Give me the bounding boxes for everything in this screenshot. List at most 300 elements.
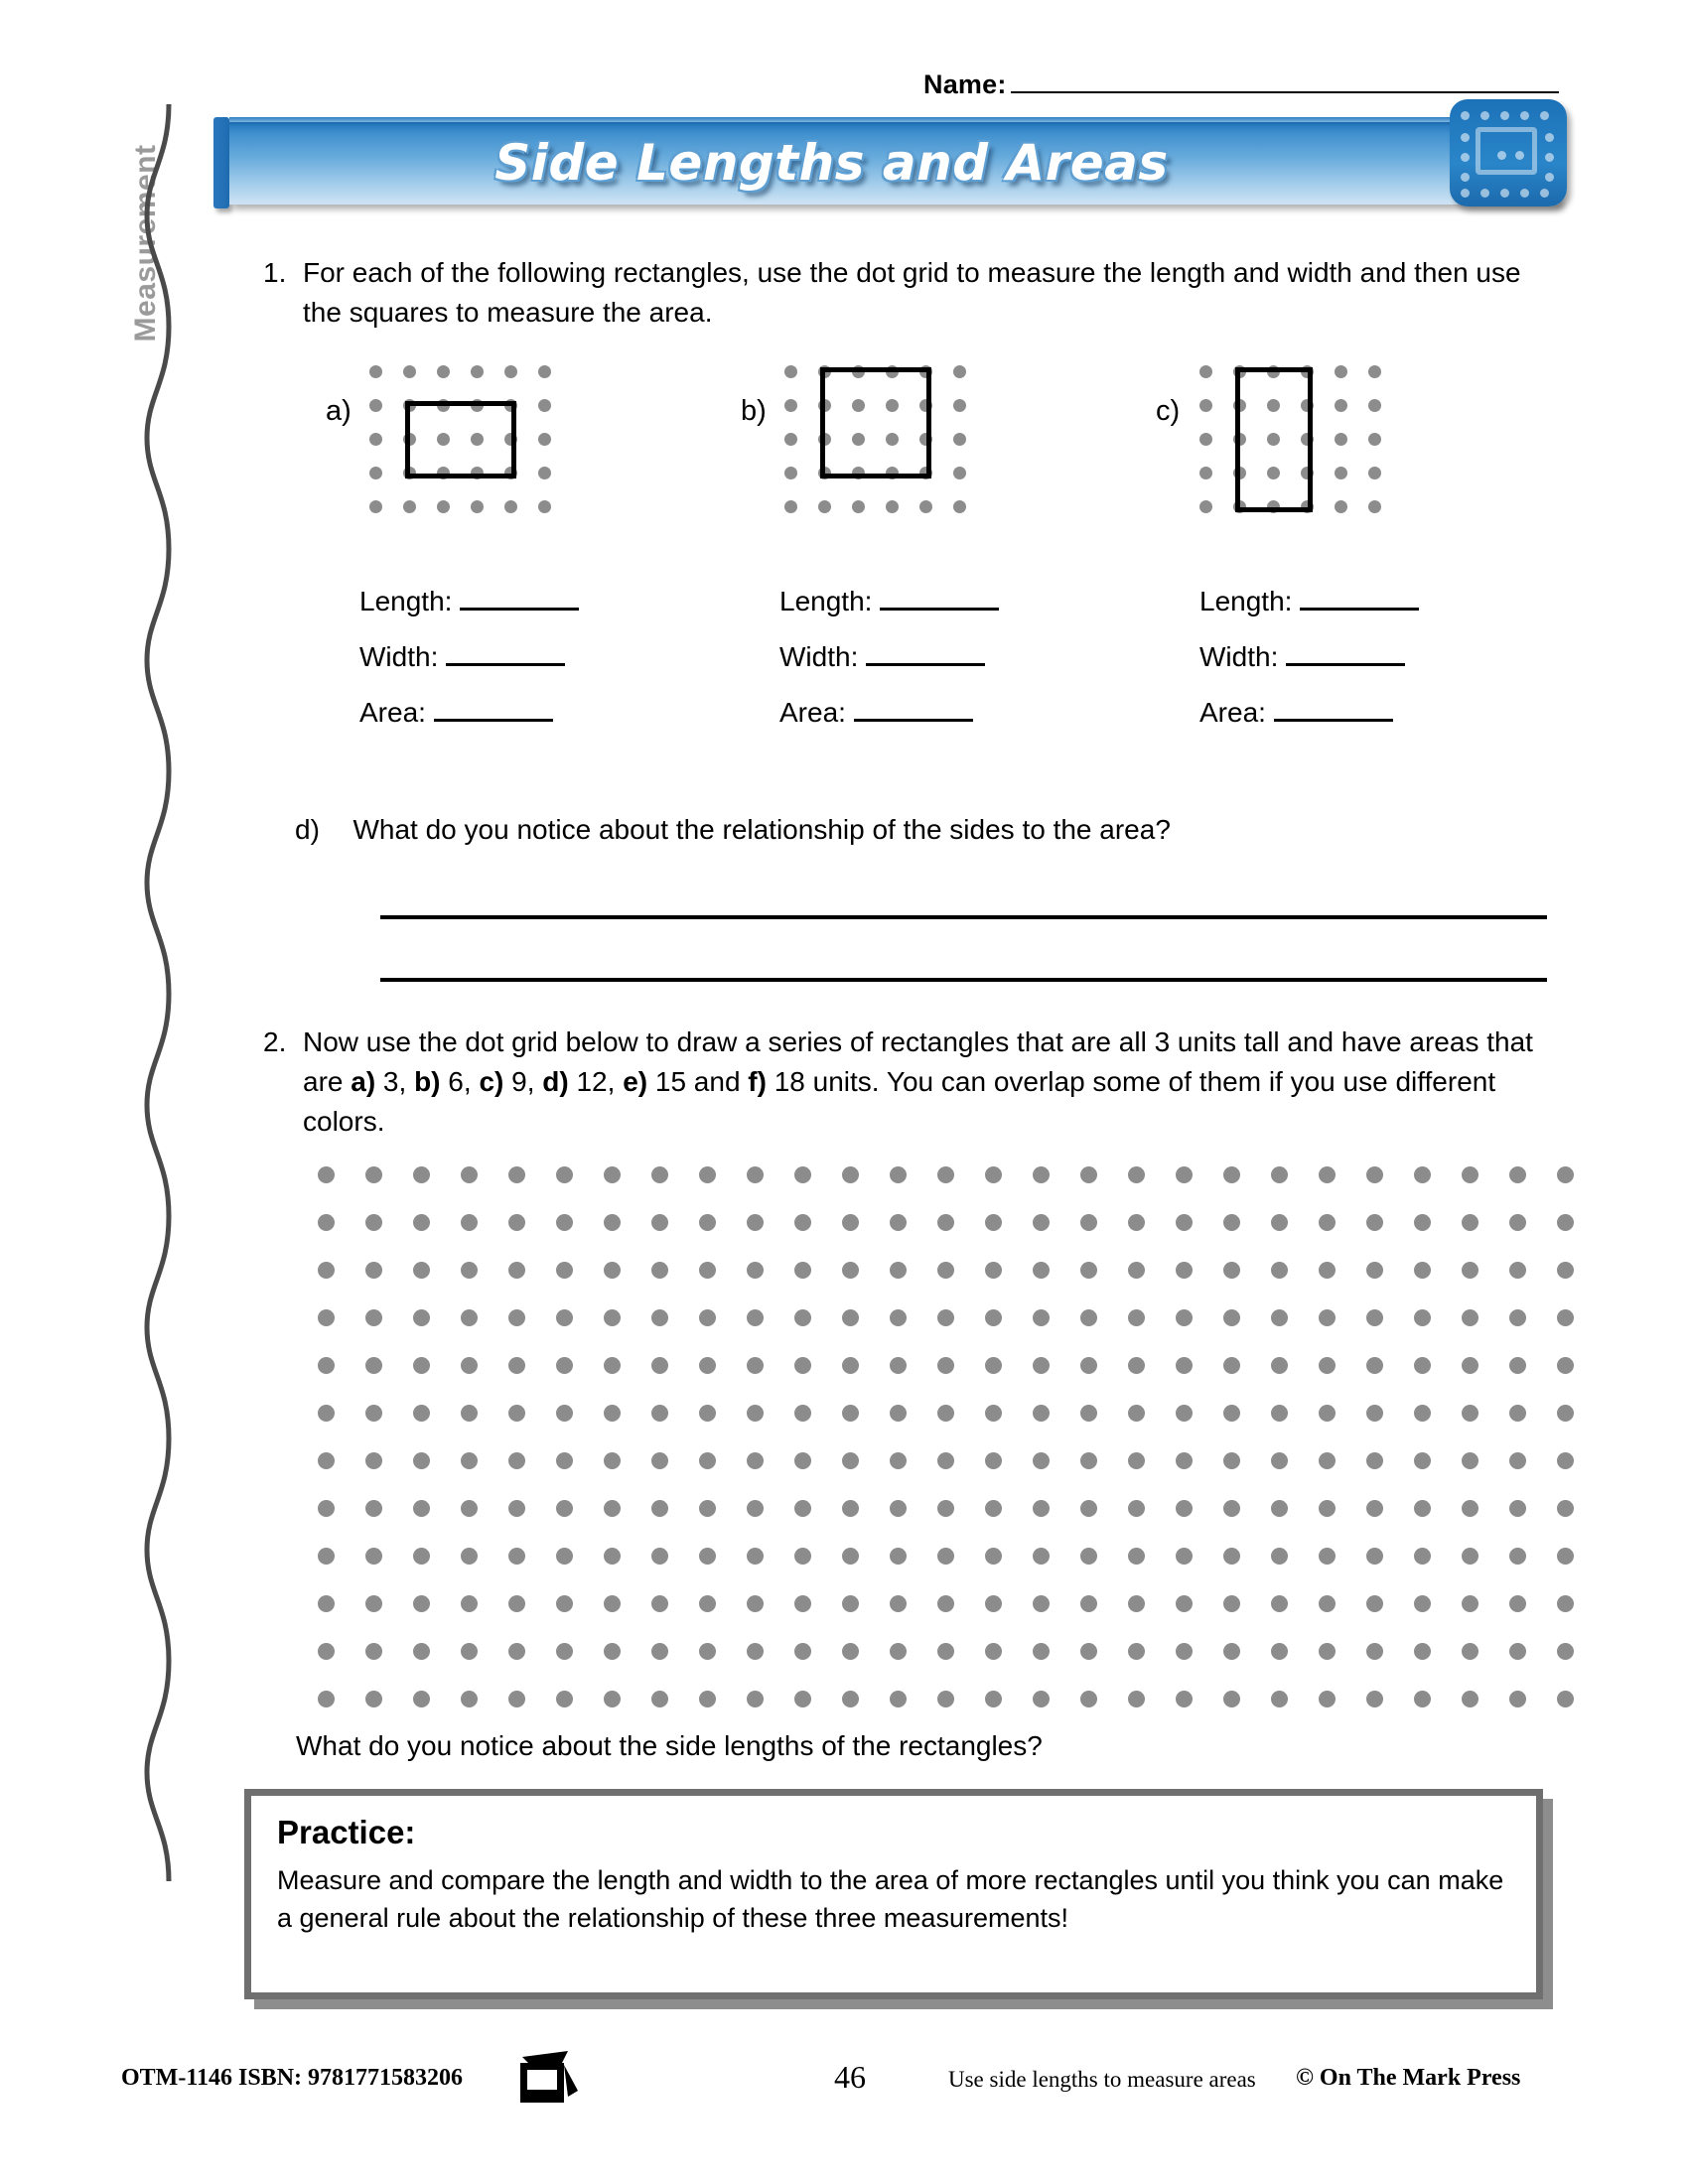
grid-dot <box>890 1166 907 1183</box>
grid-dot <box>461 1262 478 1279</box>
grid-dot <box>1223 1166 1240 1183</box>
grid-dot <box>1462 1595 1478 1612</box>
grid-dot <box>794 1691 811 1707</box>
grid-dot <box>985 1691 1002 1707</box>
grid-dot <box>1128 1166 1145 1183</box>
grid-dot <box>651 1214 668 1231</box>
grid-dot <box>1557 1357 1574 1374</box>
grid-dot <box>1033 1405 1050 1422</box>
grid-dot <box>699 1548 716 1565</box>
grid-dot <box>985 1452 1002 1469</box>
grid-dot <box>461 1309 478 1326</box>
grid-dot <box>794 1357 811 1374</box>
grid-dot <box>1335 365 1347 378</box>
grid-dot <box>794 1500 811 1517</box>
grid-dot <box>318 1595 335 1612</box>
grid-dot <box>1509 1500 1526 1517</box>
grid-dot <box>937 1643 954 1660</box>
grid-dot <box>1557 1595 1574 1612</box>
grid-dot <box>556 1595 573 1612</box>
name-label: Name: <box>923 69 1007 99</box>
grid-dot <box>1509 1595 1526 1612</box>
grid-dot <box>651 1548 668 1565</box>
grid-dot <box>1271 1262 1288 1279</box>
grid-dot <box>1366 1691 1383 1707</box>
grid-dot <box>365 1405 382 1422</box>
grid-dot <box>890 1405 907 1422</box>
grid-dot <box>538 467 551 479</box>
grid-dot <box>1414 1214 1431 1231</box>
grid-dot <box>318 1643 335 1660</box>
grid-dot <box>1319 1166 1336 1183</box>
grid-dot <box>937 1357 954 1374</box>
grid-dot <box>318 1214 335 1231</box>
grid-dot <box>1271 1548 1288 1565</box>
length-label: Length: <box>359 586 453 616</box>
grid-dot <box>1366 1309 1383 1326</box>
grid-dot <box>1319 1357 1336 1374</box>
area-input-b[interactable] <box>854 699 973 722</box>
grid-dot <box>1319 1500 1336 1517</box>
grid-dot <box>699 1309 716 1326</box>
footer-description: Use side lengths to measure areas <box>948 2067 1256 2092</box>
grid-dot <box>369 399 382 412</box>
grid-dot <box>556 1357 573 1374</box>
grid-dot <box>699 1691 716 1707</box>
grid-dot <box>413 1214 430 1231</box>
length-input-c[interactable] <box>1300 588 1419 611</box>
question-2-item-label: d) <box>542 1066 569 1097</box>
grid-dot <box>1033 1595 1050 1612</box>
grid-dot <box>508 1262 525 1279</box>
grid-dot <box>318 1405 335 1422</box>
grid-dot <box>794 1548 811 1565</box>
grid-dot <box>747 1595 764 1612</box>
grid-dot <box>1128 1214 1145 1231</box>
grid-dot <box>1509 1357 1526 1374</box>
book-press-logo-icon <box>508 2051 588 2107</box>
dot-grid-c[interactable] <box>1199 365 1381 513</box>
grid-dot <box>842 1452 859 1469</box>
measurements-column-b <box>779 586 999 752</box>
grid-dot <box>1033 1262 1050 1279</box>
grid-dot <box>461 1166 478 1183</box>
question-2-item-value: 6, <box>440 1066 480 1097</box>
grid-dot <box>919 500 932 513</box>
question-2-item-label: f) <box>748 1066 767 1097</box>
grid-dot <box>842 1214 859 1231</box>
grid-dot <box>318 1357 335 1374</box>
curly-brace-icon <box>139 104 185 1881</box>
grid-dot <box>1080 1214 1097 1231</box>
grid-dot <box>604 1405 621 1422</box>
grid-dot <box>1368 365 1381 378</box>
grid-dot <box>890 1548 907 1565</box>
grid-dot <box>403 365 416 378</box>
grid-dot <box>508 1405 525 1422</box>
grid-dot <box>1128 1262 1145 1279</box>
grid-dot <box>369 467 382 479</box>
grid-dot <box>1199 467 1212 479</box>
grid-dot <box>1176 1357 1193 1374</box>
grid-dot <box>1271 1691 1288 1707</box>
figure-a <box>326 365 551 513</box>
grid-dot <box>953 365 966 378</box>
grid-rectangle-outline <box>820 367 931 478</box>
area-input-c[interactable] <box>1274 699 1393 722</box>
grid-dot <box>461 1548 478 1565</box>
grid-dot <box>413 1548 430 1565</box>
grid-dot <box>1223 1262 1240 1279</box>
grid-dot <box>604 1595 621 1612</box>
grid-dot <box>1128 1691 1145 1707</box>
page-footer <box>0 2053 1688 2113</box>
grid-dot <box>953 399 966 412</box>
measurement-row-length <box>359 586 579 617</box>
grid-dot <box>1033 1309 1050 1326</box>
grid-dot <box>937 1691 954 1707</box>
grid-dot <box>842 1405 859 1422</box>
grid-dot <box>1462 1309 1478 1326</box>
footer-isbn: OTM-1146 ISBN: 9781771583206 <box>121 2065 464 2091</box>
grid-dot <box>556 1405 573 1422</box>
grid-dot <box>1414 1166 1431 1183</box>
grid-dot <box>699 1214 716 1231</box>
grid-dot <box>538 500 551 513</box>
grid-dot <box>1509 1405 1526 1422</box>
grid-dot <box>1366 1357 1383 1374</box>
grid-dot <box>413 1405 430 1422</box>
grid-dot <box>1176 1548 1193 1565</box>
grid-dot <box>699 1262 716 1279</box>
grid-dot <box>699 1166 716 1183</box>
grid-dot <box>556 1500 573 1517</box>
grid-dot <box>747 1405 764 1422</box>
width-input-c[interactable] <box>1286 643 1405 666</box>
grid-dot <box>1271 1166 1288 1183</box>
grid-dot <box>413 1691 430 1707</box>
grid-dot <box>1033 1452 1050 1469</box>
grid-dot <box>985 1166 1002 1183</box>
grid-dot <box>1509 1166 1526 1183</box>
grid-dot <box>1509 1262 1526 1279</box>
grid-dot <box>461 1500 478 1517</box>
name-input-line[interactable] <box>1011 69 1559 93</box>
grid-dot <box>365 1643 382 1660</box>
answer-line-2[interactable] <box>380 978 1547 982</box>
grid-dot <box>365 1500 382 1517</box>
grid-dot <box>953 500 966 513</box>
grid-dot <box>461 1643 478 1660</box>
grid-dot <box>937 1214 954 1231</box>
grid-dot <box>1319 1262 1336 1279</box>
grid-dot <box>784 365 797 378</box>
grid-dot <box>794 1262 811 1279</box>
grid-dot <box>1080 1405 1097 1422</box>
length-input-a[interactable] <box>460 588 579 611</box>
grid-dot <box>1462 1452 1478 1469</box>
grid-dot <box>461 1214 478 1231</box>
grid-dot <box>842 1309 859 1326</box>
grid-dot <box>1080 1691 1097 1707</box>
grid-dot <box>1557 1214 1574 1231</box>
practice-box <box>244 1789 1543 1999</box>
measurement-row-area <box>779 697 999 729</box>
grid-rectangle-outline <box>1235 367 1313 512</box>
grid-dot <box>1080 1166 1097 1183</box>
grid-dot <box>1033 1691 1050 1707</box>
grid-dot <box>556 1262 573 1279</box>
grid-dot <box>985 1309 1002 1326</box>
grid-dot <box>1368 467 1381 479</box>
grid-dot <box>1368 433 1381 446</box>
grid-dot <box>699 1643 716 1660</box>
grid-dot <box>1223 1452 1240 1469</box>
grid-dot <box>1128 1500 1145 1517</box>
grid-dot <box>1319 1214 1336 1231</box>
grid-dot <box>604 1214 621 1231</box>
grid-dot <box>556 1643 573 1660</box>
grid-dot <box>842 1357 859 1374</box>
grid-dot <box>651 1595 668 1612</box>
length-input-b[interactable] <box>880 588 999 611</box>
grid-dot <box>1335 467 1347 479</box>
question-1d-letter: d) <box>295 814 320 845</box>
grid-dot <box>985 1643 1002 1660</box>
grid-dot <box>604 1691 621 1707</box>
grid-dot <box>365 1262 382 1279</box>
width-input-b[interactable] <box>866 643 985 666</box>
grid-dot <box>1509 1309 1526 1326</box>
practice-body: Measure and compare the length and width to the area of more rectangles until you think you can make a general rule about the relationship of these three measurements! <box>277 1865 1504 1933</box>
grid-dot <box>461 1357 478 1374</box>
grid-dot <box>1557 1166 1574 1183</box>
grid-dot <box>1509 1643 1526 1660</box>
grid-dot <box>1271 1643 1288 1660</box>
grid-dot <box>890 1214 907 1231</box>
grid-dot <box>1176 1309 1193 1326</box>
grid-dot <box>1414 1691 1431 1707</box>
grid-dot <box>985 1262 1002 1279</box>
grid-dot <box>1176 1452 1193 1469</box>
dot-grid-b[interactable] <box>784 365 966 513</box>
measurement-row-width <box>779 641 999 673</box>
grid-dot <box>403 500 416 513</box>
grid-dot <box>508 1357 525 1374</box>
grid-dot <box>1199 399 1212 412</box>
grid-dot <box>937 1548 954 1565</box>
grid-dot <box>604 1452 621 1469</box>
grid-dot <box>651 1691 668 1707</box>
grid-dot <box>842 1595 859 1612</box>
grid-dot <box>365 1357 382 1374</box>
grid-dot <box>747 1357 764 1374</box>
grid-dot <box>1223 1643 1240 1660</box>
grid-dot <box>794 1309 811 1326</box>
grid-dot <box>1033 1500 1050 1517</box>
grid-dot <box>369 433 382 446</box>
length-label: Length: <box>779 586 873 616</box>
grid-dot <box>1462 1166 1478 1183</box>
question-2-item-value: 3, <box>375 1066 415 1097</box>
grid-dot <box>985 1214 1002 1231</box>
grid-dot <box>985 1405 1002 1422</box>
grid-dot <box>890 1309 907 1326</box>
grid-dot <box>556 1309 573 1326</box>
question-1-text: For each of the following rectangles, use the dot grid to measure the length and width and then use the squares to measure the area. <box>303 257 1521 328</box>
grid-dot <box>985 1357 1002 1374</box>
grid-dot <box>1462 1691 1478 1707</box>
grid-dot <box>538 433 551 446</box>
question-1-number: 1. <box>263 257 287 288</box>
grid-dot <box>1462 1214 1478 1231</box>
grid-dot <box>794 1643 811 1660</box>
area-input-a[interactable] <box>434 699 553 722</box>
grid-dot <box>1335 500 1347 513</box>
grid-dot <box>985 1595 1002 1612</box>
grid-dot <box>699 1405 716 1422</box>
large-dot-grid[interactable] <box>318 1166 1574 1707</box>
grid-dot <box>1319 1643 1336 1660</box>
measurement-row-area <box>359 697 579 729</box>
grid-dot <box>747 1452 764 1469</box>
grid-dot <box>985 1500 1002 1517</box>
grid-dot <box>842 1262 859 1279</box>
grid-dot <box>651 1452 668 1469</box>
grid-dot <box>842 1643 859 1660</box>
grid-dot <box>538 365 551 378</box>
grid-dot <box>413 1262 430 1279</box>
grid-dot <box>413 1500 430 1517</box>
grid-dot <box>937 1500 954 1517</box>
grid-dot <box>1033 1166 1050 1183</box>
grid-dot <box>604 1548 621 1565</box>
grid-dot <box>1368 500 1381 513</box>
grid-dot <box>1223 1309 1240 1326</box>
grid-dot <box>1176 1500 1193 1517</box>
question-2-item-value: 15 and <box>647 1066 749 1097</box>
grid-dot <box>890 1357 907 1374</box>
grid-dot <box>471 365 484 378</box>
question-2-item-label: b) <box>414 1066 441 1097</box>
grid-dot <box>1557 1643 1574 1660</box>
grid-dot <box>937 1595 954 1612</box>
grid-dot <box>365 1309 382 1326</box>
grid-dot <box>699 1452 716 1469</box>
grid-dot <box>1176 1262 1193 1279</box>
grid-dot <box>794 1595 811 1612</box>
grid-dot <box>1319 1595 1336 1612</box>
grid-dot <box>890 1595 907 1612</box>
grid-dot <box>1414 1357 1431 1374</box>
grid-dot <box>747 1691 764 1707</box>
grid-dot <box>1462 1405 1478 1422</box>
grid-dot <box>471 500 484 513</box>
grid-dot <box>1557 1309 1574 1326</box>
grid-dot <box>1128 1548 1145 1565</box>
grid-dot <box>604 1357 621 1374</box>
width-label: Width: <box>779 641 859 672</box>
grid-dot <box>1128 1452 1145 1469</box>
measurement-row-length <box>779 586 999 617</box>
grid-dot <box>890 1262 907 1279</box>
grid-dot <box>937 1166 954 1183</box>
grid-dot <box>1080 1262 1097 1279</box>
length-label: Length: <box>1199 586 1293 616</box>
question-2-text <box>303 1023 1544 1142</box>
width-input-a[interactable] <box>446 643 565 666</box>
figure-b <box>741 365 966 513</box>
grid-dot <box>1223 1500 1240 1517</box>
grid-dot <box>1271 1309 1288 1326</box>
grid-dot <box>1128 1643 1145 1660</box>
grid-dot <box>784 500 797 513</box>
area-label: Area: <box>779 697 846 728</box>
grid-dot <box>784 467 797 479</box>
dot-grid-rectangle-icon <box>1450 99 1567 206</box>
grid-dot <box>504 365 517 378</box>
grid-dot <box>508 1452 525 1469</box>
grid-dot <box>461 1691 478 1707</box>
answer-line-1[interactable] <box>380 915 1547 919</box>
grid-dot <box>747 1500 764 1517</box>
grid-dot <box>1557 1691 1574 1707</box>
grid-dot <box>1335 399 1347 412</box>
grid-dot <box>413 1595 430 1612</box>
grid-dot <box>365 1166 382 1183</box>
grid-dot <box>699 1357 716 1374</box>
grid-dot <box>651 1309 668 1326</box>
figure-b-letter: b) <box>741 395 767 427</box>
grid-dot <box>365 1595 382 1612</box>
grid-dot <box>508 1595 525 1612</box>
grid-dot <box>953 433 966 446</box>
grid-dot <box>1319 1548 1336 1565</box>
grid-dot <box>508 1643 525 1660</box>
grid-dot <box>1199 500 1212 513</box>
grid-dot <box>1557 1452 1574 1469</box>
grid-dot <box>1080 1357 1097 1374</box>
grid-dot <box>604 1500 621 1517</box>
dot-grid-a[interactable] <box>369 365 551 513</box>
grid-dot <box>937 1452 954 1469</box>
grid-dot <box>1080 1548 1097 1565</box>
grid-dot <box>1319 1452 1336 1469</box>
question-2-text-part1: Now use the dot grid below to draw a series of rectangles that are all 3 units tall and have areas that are <box>303 1026 1533 1097</box>
grid-dot <box>1366 1643 1383 1660</box>
grid-dot <box>1557 1262 1574 1279</box>
grid-dot <box>1128 1357 1145 1374</box>
grid-dot <box>556 1452 573 1469</box>
grid-dot <box>365 1452 382 1469</box>
grid-dot <box>1271 1595 1288 1612</box>
grid-dot <box>1319 1309 1336 1326</box>
question-2-item-label: c) <box>479 1066 504 1097</box>
practice-title: Practice: <box>277 1814 416 1850</box>
grid-dot <box>651 1405 668 1422</box>
question-2-item-value: 18 units. <box>766 1066 887 1097</box>
grid-dot <box>842 1548 859 1565</box>
grid-dot <box>1509 1452 1526 1469</box>
grid-dot <box>318 1548 335 1565</box>
grid-dot <box>1366 1500 1383 1517</box>
grid-dot <box>1080 1595 1097 1612</box>
badge-inner-rectangle <box>1476 127 1537 175</box>
grid-dot <box>556 1214 573 1231</box>
grid-dot <box>1509 1691 1526 1707</box>
grid-dot <box>318 1166 335 1183</box>
width-label: Width: <box>1199 641 1279 672</box>
